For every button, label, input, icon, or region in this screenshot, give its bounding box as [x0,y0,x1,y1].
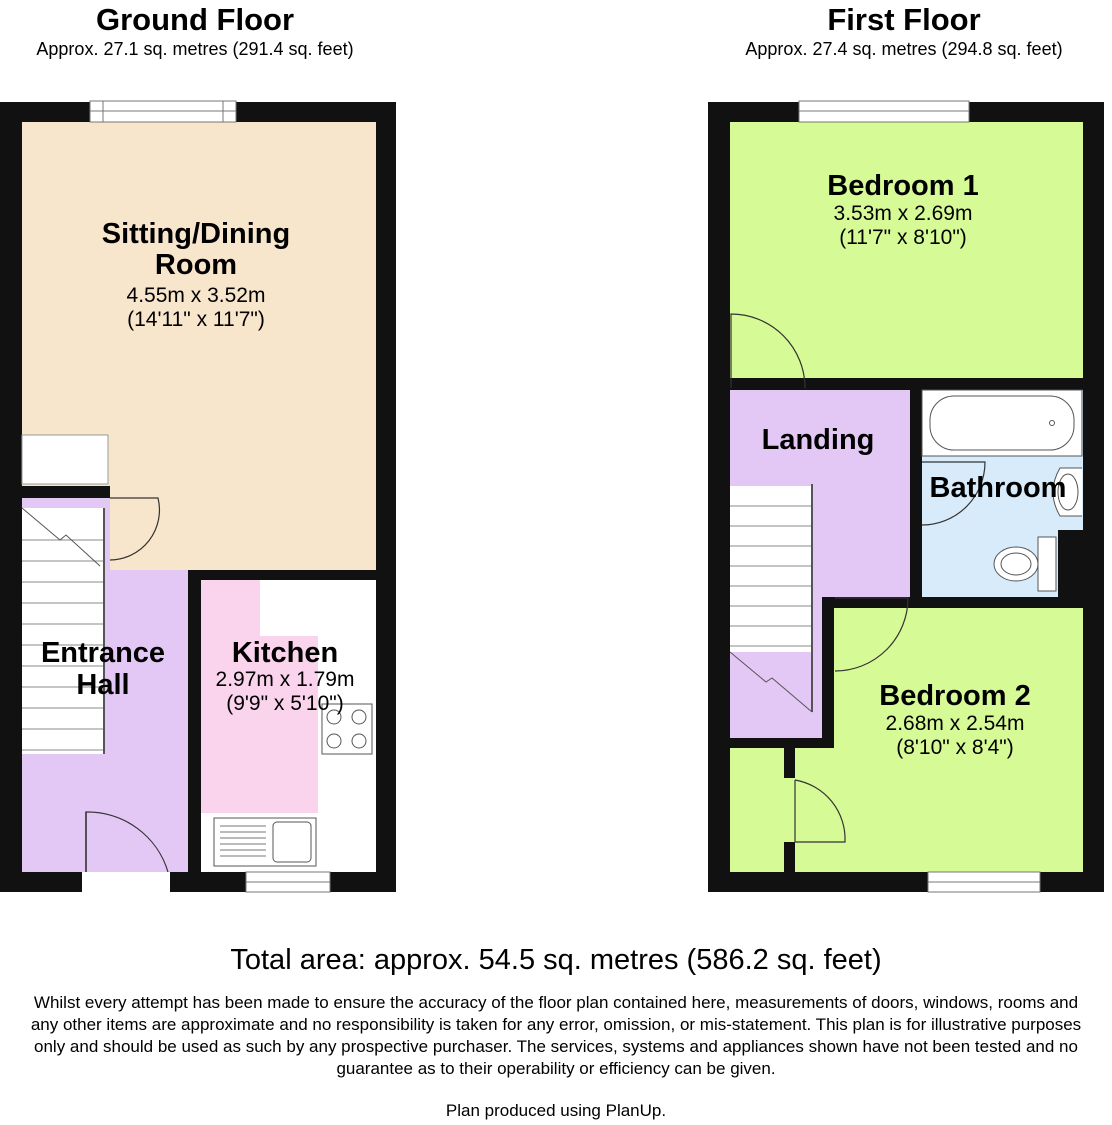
kitchen-wall-left-upper [188,570,201,686]
bath-wall-chimney [1058,530,1083,597]
bath-tub [922,390,1082,456]
first-floor-title: First Floor [827,2,981,37]
kitchen-wall-top [188,570,376,580]
bedroom-2-name: Bedroom 2 [879,680,1031,712]
first-floor-plan [708,101,1104,892]
kitchen-window [246,872,330,892]
bedroom-2-dim-m: 2.68m x 2.54m [885,712,1025,735]
bedroom-1 [730,122,1083,378]
sitting-room-dim-ft: (14'11" x 11'7") [127,308,265,331]
bedroom-1-name: Bedroom 1 [827,170,979,202]
bath-wall-bottom [910,597,1083,608]
first-floor-area: Approx. 27.4 sq. metres (294.8 sq. feet) [745,39,1063,59]
ground-floor-title: Ground Floor [95,2,295,37]
bedroom-2-window [928,872,1040,892]
ground-staircase [22,508,104,754]
cupboard-wall-lower [784,842,795,872]
ground-floor-area: Approx. 27.1 sq. metres (291.4 sq. feet) [36,39,354,59]
sitting-room-window [90,101,236,122]
cupboard [22,435,108,484]
kitchen-sink [214,818,316,866]
hall-name-2: Hall [76,669,130,701]
cupboard-wall [784,748,795,778]
bedroom-1-window [799,101,969,122]
bed1-wall-bottom [808,378,1083,390]
landing-wall-right [822,597,834,748]
hall-wall-top [22,486,110,498]
bed2-wall-top-left [730,738,834,748]
stairs-background [730,486,812,652]
bedroom-1-dim-m: 3.53m x 2.69m [833,202,973,225]
kitchen-wall-left-lower [188,768,201,872]
sitting-room-dim-m: 4.55m x 3.52m [126,284,266,307]
sitting-room-name-1: Sitting/Dining [101,218,291,250]
bath-wall-left [910,388,922,608]
bedroom-1-dim-ft: (11'7" x 8'10") [839,226,967,249]
hall-name-1: Entrance [40,637,166,669]
sitting-room-name-2: Room [154,249,238,281]
producer-credit: Plan produced using PlanUp. [445,1101,667,1120]
landing-name: Landing [761,424,875,456]
stairs-background [22,508,104,754]
bathroom-name: Bathroom [929,472,1067,504]
disclaimer: Whilst every attempt has been made to ensure the accuracy of the floor plan contained here, measurements of doors, windows, rooms and any other items are approximate and no responsibility is taken for any error, omission, or mis-statement. This plan is for illustrative purposes only and should be used as such by any prospective purchaser. The services, systems and appliances shown have not been tested and no guarantee as to their operability or efficiency can be given. [30,993,1082,1078]
kitchen-dim-m: 2.97m x 1.79m [215,668,355,691]
ground-floor-plan [0,101,396,892]
bedroom-2-dim-ft: (8'10" x 8'4") [896,736,1014,759]
total-area: Total area: approx. 54.5 sq. metres (586.2 sq. feet) [230,944,882,976]
kitchen-dim-ft: (9'9" x 5'10") [226,692,344,715]
kitchen-name: Kitchen [231,637,339,669]
